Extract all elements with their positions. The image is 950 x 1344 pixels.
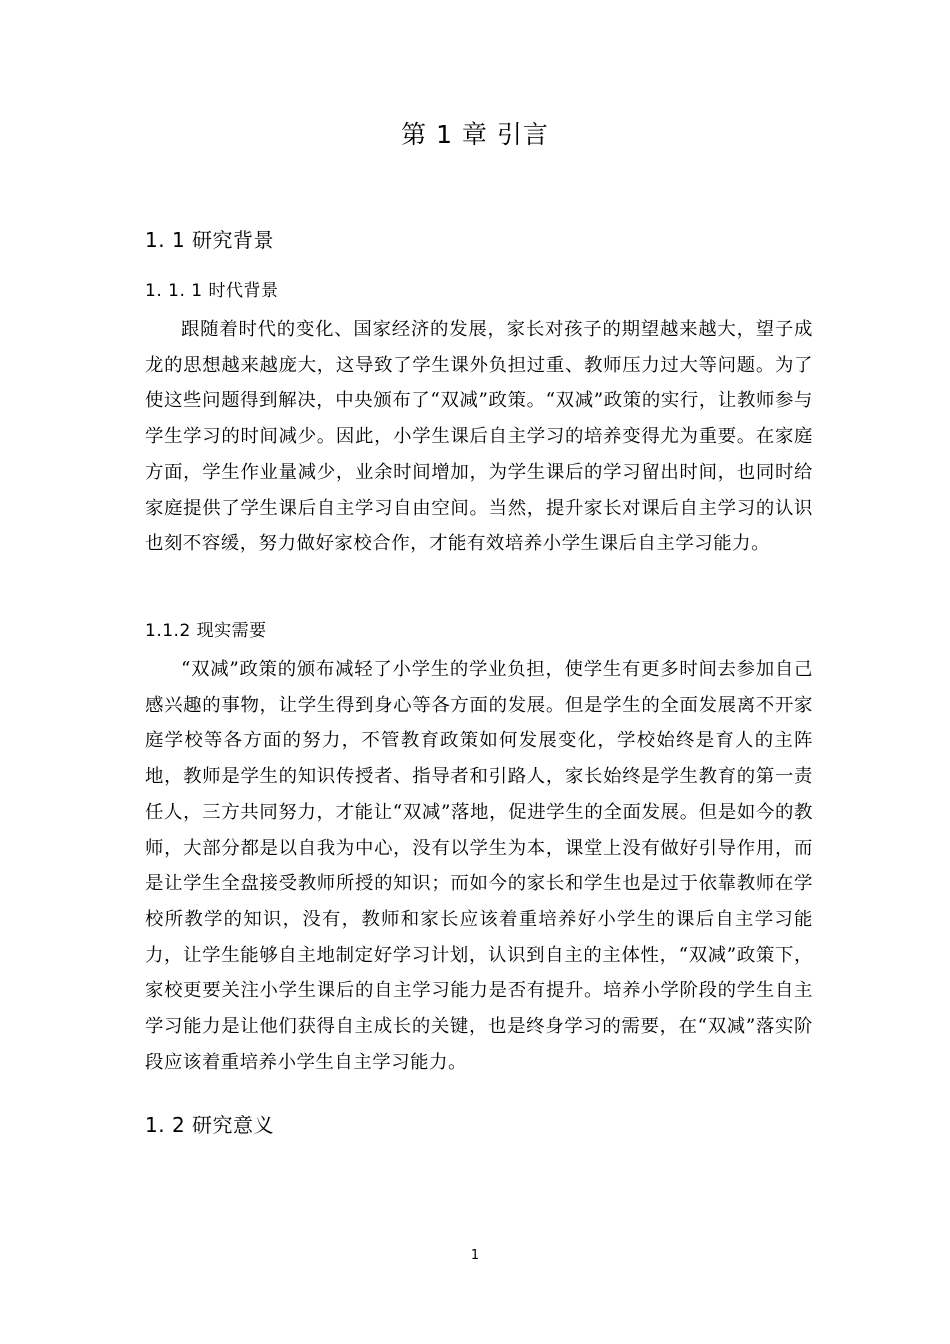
page-number: 1 [470,1248,480,1263]
paragraph-practical-need: “双减”政策的颁布减轻了小学生的学业负担，使学生有更多时间去参加自己感兴趣的事物，让学生得到身心等各方面的发展。但是学生的全面发展离不开家庭学校等各方面的努力，不管教育政策如何发展变化，学校始终是育人的主阵地，教师是学生的知识传授者、指导者和引路人，家长始终是学生教育的第一责任人，三方共同努力，才能让“双减”落地，促进学生的全面发展。但是如今的教师，大部分都是以自我为中心，没有以学生为本，课堂上没有做好引导作用，而是让学生全盘接受教师所授的知识；而如今的家长和学生也是过于依靠教师在学校所教学的知识，没有，教师和家长应该着重培养好小学生的课后自主学习能力，让学生能够自主地制定好学习计划，认识到自主的主体性，“双减”政策下，家校更要关注小学生课后的自主学习能力是否有提升。培养小学阶段的学生自主学习能力是让他们获得自主成长的关键，也是终身学习的需要，在“双减”落实阶段应该着重培养小学生自主学习能力。 [145,659,813,1073]
section-heading-research-significance: 1. 2 研究意义 [145,1113,275,1137]
subsection-heading-practical-need: 1.1.2 现实需要 [145,621,267,641]
subsection-heading-era-background: 1. 1. 1 时代背景 [145,281,279,301]
paragraph-era-background: 跟随着时代的变化、国家经济的发展，家长对孩子的期望越来越大，望子成龙的思想越来越庞大，这导致了学生课外负担过重、教师压力过大等问题。为了使这些问题得到解决，中央颁布了“双减”政策。“双减”政策的实行，让教师参与学生学习的时间减少。因此，小学生课后自主学习的培养变得尤为重要。在家庭方面，学生作业量减少，业余时间增加，为学生课后的学习留出时间，也同时给家庭提供了学生课后自主学习自由空间。当然，提升家长对课后自主学习的认识也刻不容缓，努力做好家校合作，才能有效培养小学生课后自主学习能力。 [145,319,813,555]
section-heading-research-background: 1. 1 研究背景 [145,228,275,252]
chapter-title: 第 1 章 引言 [401,120,549,149]
